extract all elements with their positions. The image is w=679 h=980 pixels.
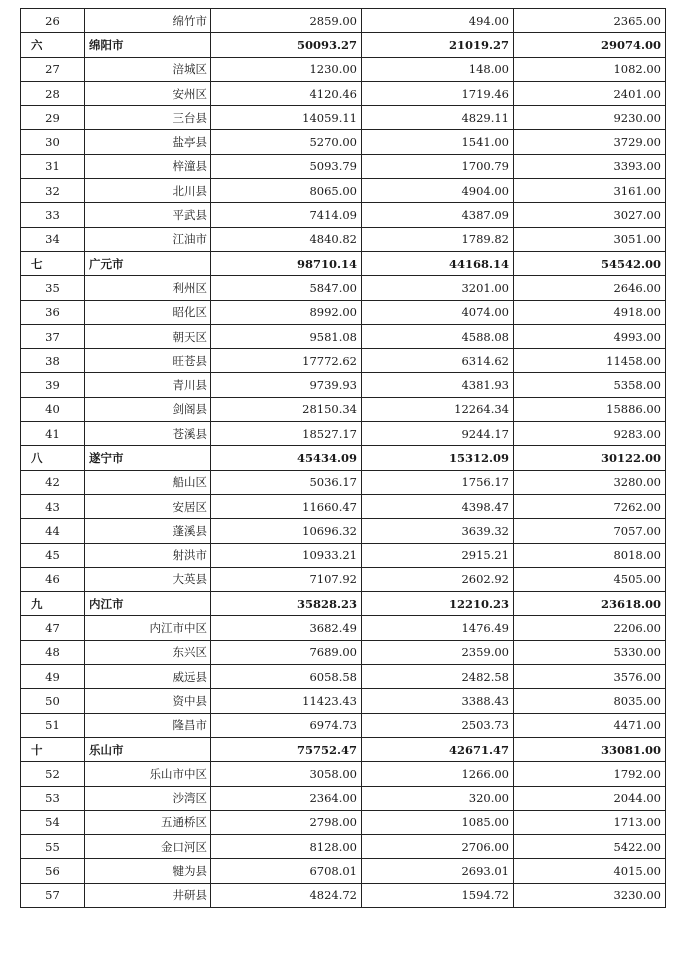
total-amount-cell: 3682.49 — [211, 616, 362, 640]
total-amount-cell: 10933.21 — [211, 543, 362, 567]
table-row — [21, 130, 666, 154]
amount-b-cell: 8035.00 — [514, 689, 666, 713]
row-index-cell: 八 — [21, 446, 85, 470]
city-subtotal-row — [21, 446, 666, 470]
amount-b-cell: 11458.00 — [514, 349, 666, 373]
region-name-cell: 乐山市中区 — [85, 762, 211, 786]
region-name-cell: 绵阳市 — [85, 33, 211, 57]
row-index-cell: 48 — [21, 640, 85, 664]
region-name-cell: 青川县 — [85, 373, 211, 397]
amount-b-cell: 23618.00 — [514, 592, 666, 616]
row-index-cell: 50 — [21, 689, 85, 713]
amount-b-cell: 9230.00 — [514, 106, 666, 130]
table-row — [21, 713, 666, 737]
amount-b-cell: 3576.00 — [514, 665, 666, 689]
table-row — [21, 106, 666, 130]
region-name-cell: 剑阁县 — [85, 397, 211, 421]
amount-b-cell: 2044.00 — [514, 786, 666, 810]
row-index-cell: 35 — [21, 276, 85, 300]
amount-b-cell: 3161.00 — [514, 179, 666, 203]
total-amount-cell: 2798.00 — [211, 810, 362, 834]
amount-a-cell: 148.00 — [362, 57, 514, 81]
total-amount-cell: 9739.93 — [211, 373, 362, 397]
amount-b-cell: 3051.00 — [514, 227, 666, 251]
row-index-cell: 43 — [21, 494, 85, 518]
amount-a-cell: 3388.43 — [362, 689, 514, 713]
city-subtotal-row — [21, 33, 666, 57]
region-name-cell: 金口河区 — [85, 835, 211, 859]
amount-a-cell: 6314.62 — [362, 349, 514, 373]
row-index-cell: 六 — [21, 33, 85, 57]
amount-a-cell: 12264.34 — [362, 397, 514, 421]
table-row — [21, 324, 666, 348]
region-name-cell: 射洪市 — [85, 543, 211, 567]
total-amount-cell: 9581.08 — [211, 324, 362, 348]
total-amount-cell: 8065.00 — [211, 179, 362, 203]
total-amount-cell: 75752.47 — [211, 737, 362, 761]
region-name-cell: 北川县 — [85, 179, 211, 203]
region-name-cell: 利州区 — [85, 276, 211, 300]
total-amount-cell: 14059.11 — [211, 106, 362, 130]
region-name-cell: 遂宁市 — [85, 446, 211, 470]
amount-a-cell: 4904.00 — [362, 179, 514, 203]
table-row — [21, 154, 666, 178]
row-index-cell: 57 — [21, 883, 85, 907]
row-index-cell: 33 — [21, 203, 85, 227]
total-amount-cell: 98710.14 — [211, 251, 362, 275]
table-row — [21, 179, 666, 203]
row-index-cell: 41 — [21, 422, 85, 446]
amount-b-cell: 4505.00 — [514, 567, 666, 591]
amount-a-cell: 1700.79 — [362, 154, 514, 178]
total-amount-cell: 2859.00 — [211, 9, 362, 33]
region-name-cell: 隆昌市 — [85, 713, 211, 737]
amount-b-cell: 30122.00 — [514, 446, 666, 470]
table-row — [21, 859, 666, 883]
row-index-cell: 40 — [21, 397, 85, 421]
total-amount-cell: 18527.17 — [211, 422, 362, 446]
row-index-cell: 46 — [21, 567, 85, 591]
amount-b-cell: 3729.00 — [514, 130, 666, 154]
total-amount-cell: 7107.92 — [211, 567, 362, 591]
amount-a-cell: 2693.01 — [362, 859, 514, 883]
table-row — [21, 883, 666, 907]
total-amount-cell: 11660.47 — [211, 494, 362, 518]
table-row — [21, 567, 666, 591]
amount-b-cell: 5330.00 — [514, 640, 666, 664]
row-index-cell: 49 — [21, 665, 85, 689]
table-row — [21, 543, 666, 567]
amount-b-cell: 4993.00 — [514, 324, 666, 348]
amount-a-cell: 2359.00 — [362, 640, 514, 664]
row-index-cell: 31 — [21, 154, 85, 178]
amount-a-cell: 9244.17 — [362, 422, 514, 446]
amount-b-cell: 33081.00 — [514, 737, 666, 761]
region-name-cell: 江油市 — [85, 227, 211, 251]
table-body — [21, 9, 666, 908]
amount-a-cell: 1085.00 — [362, 810, 514, 834]
row-index-cell: 56 — [21, 859, 85, 883]
table-row — [21, 349, 666, 373]
city-subtotal-row — [21, 737, 666, 761]
row-index-cell: 29 — [21, 106, 85, 130]
table-row — [21, 422, 666, 446]
table-row — [21, 57, 666, 81]
total-amount-cell: 4120.46 — [211, 81, 362, 105]
table-row — [21, 689, 666, 713]
region-name-cell: 梓潼县 — [85, 154, 211, 178]
amount-a-cell: 42671.47 — [362, 737, 514, 761]
amount-a-cell: 12210.23 — [362, 592, 514, 616]
row-index-cell: 26 — [21, 9, 85, 33]
region-name-cell: 安居区 — [85, 494, 211, 518]
total-amount-cell: 8128.00 — [211, 835, 362, 859]
table-row — [21, 519, 666, 543]
total-amount-cell: 5036.17 — [211, 470, 362, 494]
amount-b-cell: 5358.00 — [514, 373, 666, 397]
region-name-cell: 安州区 — [85, 81, 211, 105]
total-amount-cell: 2364.00 — [211, 786, 362, 810]
table-row — [21, 786, 666, 810]
row-index-cell: 42 — [21, 470, 85, 494]
row-index-cell: 53 — [21, 786, 85, 810]
row-index-cell: 九 — [21, 592, 85, 616]
table-row — [21, 81, 666, 105]
row-index-cell: 54 — [21, 810, 85, 834]
amount-b-cell: 2365.00 — [514, 9, 666, 33]
total-amount-cell: 35828.23 — [211, 592, 362, 616]
amount-b-cell: 3027.00 — [514, 203, 666, 227]
total-amount-cell: 4840.82 — [211, 227, 362, 251]
region-name-cell: 内江市中区 — [85, 616, 211, 640]
region-name-cell: 五通桥区 — [85, 810, 211, 834]
region-name-cell: 犍为县 — [85, 859, 211, 883]
amount-b-cell: 7262.00 — [514, 494, 666, 518]
amount-a-cell: 1476.49 — [362, 616, 514, 640]
table-row — [21, 762, 666, 786]
amount-b-cell: 2646.00 — [514, 276, 666, 300]
amount-b-cell: 3280.00 — [514, 470, 666, 494]
total-amount-cell: 6058.58 — [211, 665, 362, 689]
total-amount-cell: 7414.09 — [211, 203, 362, 227]
row-index-cell: 30 — [21, 130, 85, 154]
amount-a-cell: 1594.72 — [362, 883, 514, 907]
region-name-cell: 三台县 — [85, 106, 211, 130]
table-row — [21, 810, 666, 834]
region-name-cell: 内江市 — [85, 592, 211, 616]
region-name-cell: 昭化区 — [85, 300, 211, 324]
amount-b-cell: 3393.00 — [514, 154, 666, 178]
total-amount-cell: 7689.00 — [211, 640, 362, 664]
amount-a-cell: 1789.82 — [362, 227, 514, 251]
amount-a-cell: 4381.93 — [362, 373, 514, 397]
row-index-cell: 37 — [21, 324, 85, 348]
amount-a-cell: 4074.00 — [362, 300, 514, 324]
table-row — [21, 397, 666, 421]
row-index-cell: 27 — [21, 57, 85, 81]
amount-a-cell: 4829.11 — [362, 106, 514, 130]
total-amount-cell: 10696.32 — [211, 519, 362, 543]
amount-b-cell: 2206.00 — [514, 616, 666, 640]
amount-b-cell: 1792.00 — [514, 762, 666, 786]
region-name-cell: 威远县 — [85, 665, 211, 689]
region-name-cell: 乐山市 — [85, 737, 211, 761]
total-amount-cell: 50093.27 — [211, 33, 362, 57]
city-subtotal-row — [21, 592, 666, 616]
row-index-cell: 55 — [21, 835, 85, 859]
total-amount-cell: 17772.62 — [211, 349, 362, 373]
row-index-cell: 47 — [21, 616, 85, 640]
amount-b-cell: 9283.00 — [514, 422, 666, 446]
row-index-cell: 45 — [21, 543, 85, 567]
region-name-cell: 平武县 — [85, 203, 211, 227]
row-index-cell: 51 — [21, 713, 85, 737]
table-row — [21, 227, 666, 251]
table-row — [21, 616, 666, 640]
total-amount-cell: 1230.00 — [211, 57, 362, 81]
total-amount-cell: 3058.00 — [211, 762, 362, 786]
total-amount-cell: 11423.43 — [211, 689, 362, 713]
region-name-cell: 沙湾区 — [85, 786, 211, 810]
row-index-cell: 十 — [21, 737, 85, 761]
row-index-cell: 32 — [21, 179, 85, 203]
amount-b-cell: 29074.00 — [514, 33, 666, 57]
total-amount-cell: 5847.00 — [211, 276, 362, 300]
row-index-cell: 34 — [21, 227, 85, 251]
table-row — [21, 494, 666, 518]
region-name-cell: 朝天区 — [85, 324, 211, 348]
amount-b-cell: 4918.00 — [514, 300, 666, 324]
region-name-cell: 绵竹市 — [85, 9, 211, 33]
amount-a-cell: 2706.00 — [362, 835, 514, 859]
table-row — [21, 470, 666, 494]
row-index-cell: 28 — [21, 81, 85, 105]
amount-b-cell: 4015.00 — [514, 859, 666, 883]
amount-a-cell: 4387.09 — [362, 203, 514, 227]
amount-a-cell: 2482.58 — [362, 665, 514, 689]
table-row — [21, 665, 666, 689]
region-name-cell: 盐亭县 — [85, 130, 211, 154]
table-row — [21, 373, 666, 397]
region-name-cell: 涪城区 — [85, 57, 211, 81]
total-amount-cell: 28150.34 — [211, 397, 362, 421]
table-row — [21, 203, 666, 227]
total-amount-cell: 5093.79 — [211, 154, 362, 178]
amount-a-cell: 4398.47 — [362, 494, 514, 518]
amount-b-cell: 54542.00 — [514, 251, 666, 275]
row-index-cell: 36 — [21, 300, 85, 324]
amount-a-cell: 2503.73 — [362, 713, 514, 737]
amount-a-cell: 1266.00 — [362, 762, 514, 786]
amount-b-cell: 8018.00 — [514, 543, 666, 567]
amount-a-cell: 1541.00 — [362, 130, 514, 154]
amount-b-cell: 1082.00 — [514, 57, 666, 81]
row-index-cell: 39 — [21, 373, 85, 397]
region-name-cell: 船山区 — [85, 470, 211, 494]
total-amount-cell: 45434.09 — [211, 446, 362, 470]
region-name-cell: 旺苍县 — [85, 349, 211, 373]
allocation-table — [20, 8, 666, 908]
total-amount-cell: 6974.73 — [211, 713, 362, 737]
total-amount-cell: 4824.72 — [211, 883, 362, 907]
region-name-cell: 井研县 — [85, 883, 211, 907]
table-row — [21, 276, 666, 300]
total-amount-cell: 6708.01 — [211, 859, 362, 883]
city-subtotal-row — [21, 251, 666, 275]
row-index-cell: 38 — [21, 349, 85, 373]
amount-b-cell: 7057.00 — [514, 519, 666, 543]
amount-a-cell: 3639.32 — [362, 519, 514, 543]
region-name-cell: 资中县 — [85, 689, 211, 713]
amount-b-cell: 15886.00 — [514, 397, 666, 421]
region-name-cell: 东兴区 — [85, 640, 211, 664]
amount-b-cell: 2401.00 — [514, 81, 666, 105]
amount-a-cell: 15312.09 — [362, 446, 514, 470]
amount-a-cell: 21019.27 — [362, 33, 514, 57]
total-amount-cell: 8992.00 — [211, 300, 362, 324]
table-row — [21, 640, 666, 664]
amount-a-cell: 3201.00 — [362, 276, 514, 300]
region-name-cell: 大英县 — [85, 567, 211, 591]
region-name-cell: 苍溪县 — [85, 422, 211, 446]
amount-a-cell: 1719.46 — [362, 81, 514, 105]
row-index-cell: 44 — [21, 519, 85, 543]
row-index-cell: 52 — [21, 762, 85, 786]
region-name-cell: 蓬溪县 — [85, 519, 211, 543]
table-row — [21, 300, 666, 324]
amount-a-cell: 1756.17 — [362, 470, 514, 494]
table-row — [21, 9, 666, 33]
amount-b-cell: 4471.00 — [514, 713, 666, 737]
row-index-cell: 七 — [21, 251, 85, 275]
amount-b-cell: 1713.00 — [514, 810, 666, 834]
amount-a-cell: 494.00 — [362, 9, 514, 33]
amount-a-cell: 2602.92 — [362, 567, 514, 591]
table-row — [21, 835, 666, 859]
amount-a-cell: 320.00 — [362, 786, 514, 810]
amount-b-cell: 3230.00 — [514, 883, 666, 907]
amount-a-cell: 2915.21 — [362, 543, 514, 567]
amount-b-cell: 5422.00 — [514, 835, 666, 859]
amount-a-cell: 44168.14 — [362, 251, 514, 275]
amount-a-cell: 4588.08 — [362, 324, 514, 348]
region-name-cell: 广元市 — [85, 251, 211, 275]
total-amount-cell: 5270.00 — [211, 130, 362, 154]
